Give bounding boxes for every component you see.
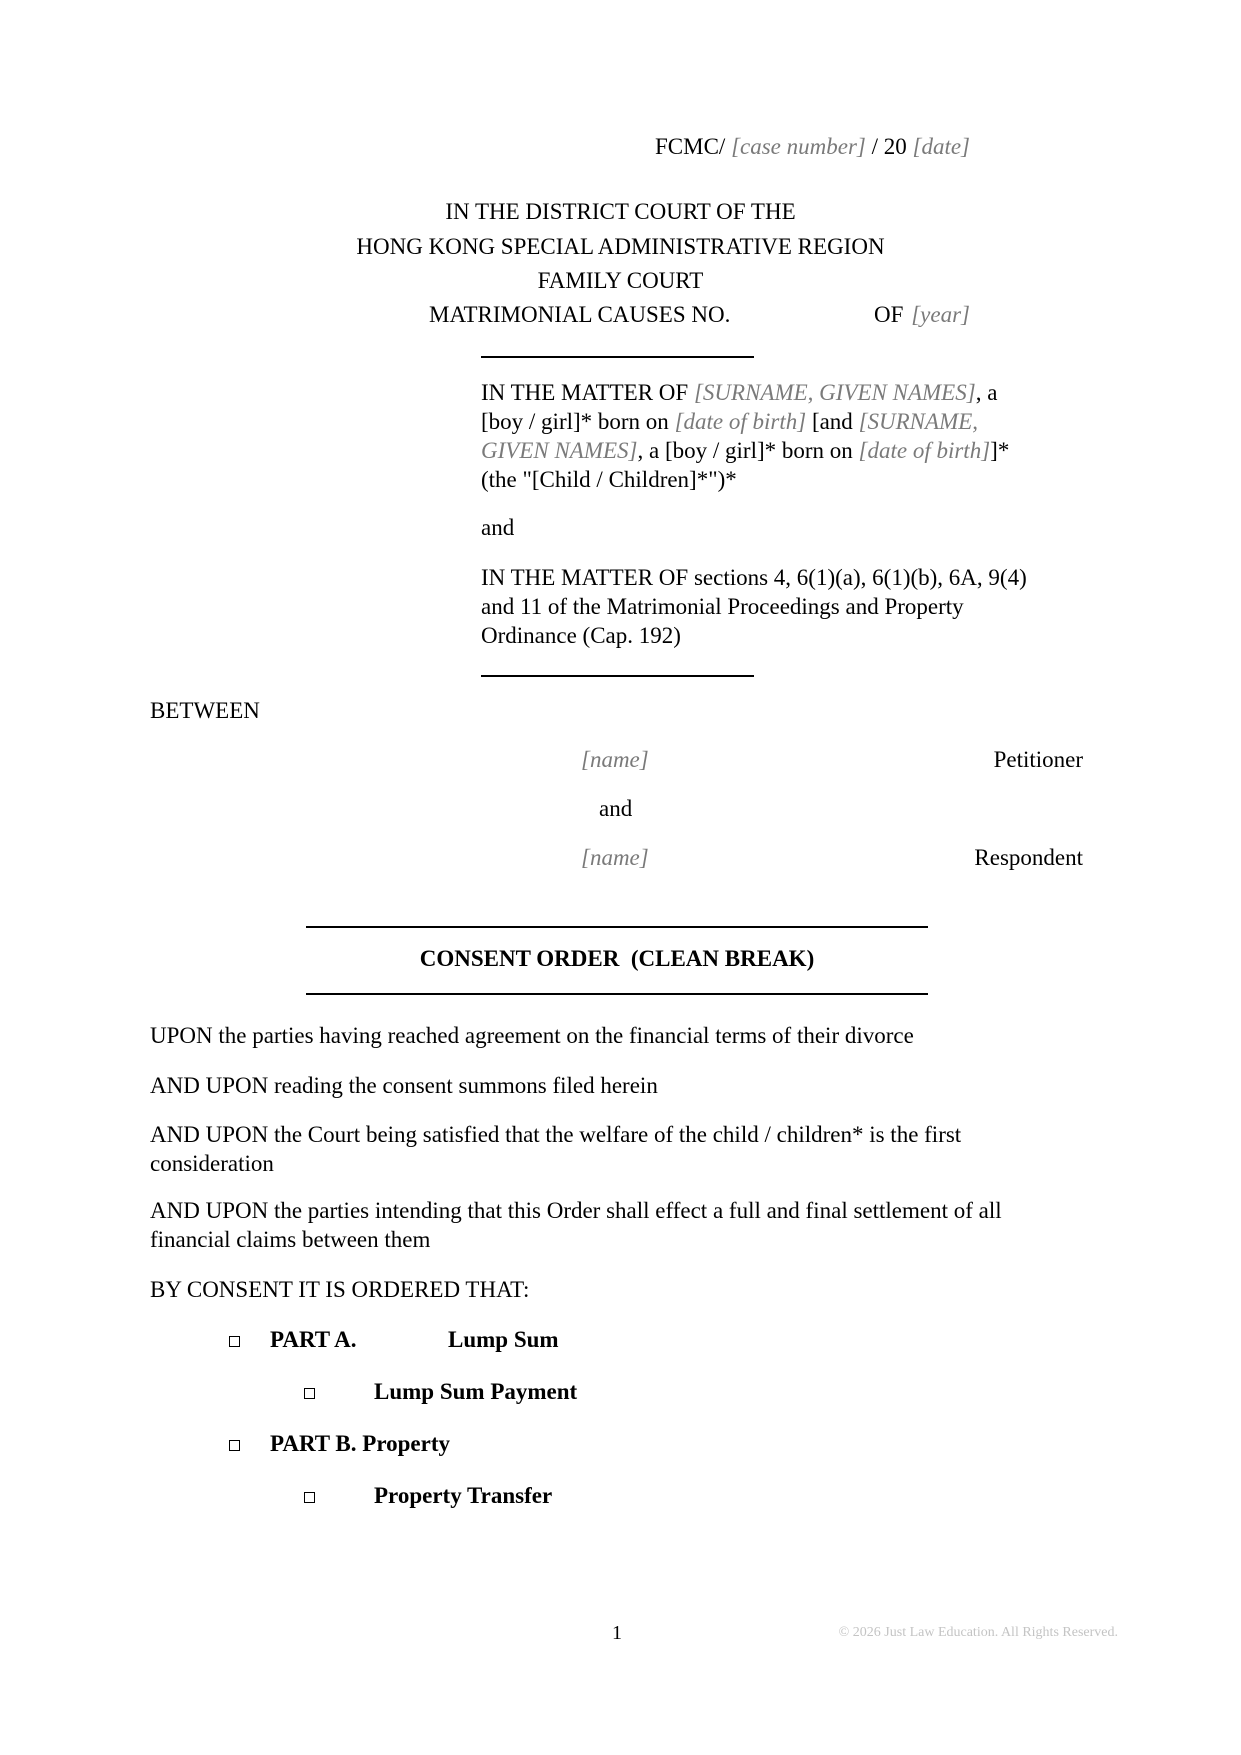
court-heading-line1: IN THE DISTRICT COURT OF THE [445, 199, 796, 224]
case-reference [655, 133, 970, 162]
child-name-placeholder: [SURNAME, GIVEN NAMES] [693, 380, 976, 405]
of-label: OF [874, 302, 904, 327]
respondent-name-placeholder: [name] [581, 845, 649, 870]
respondent-label: Respondent [974, 845, 1083, 870]
and-connector-1: and [481, 515, 515, 540]
ordered-heading: BY CONSENT IT IS ORDERED THAT: [150, 1277, 530, 1302]
court-heading-line3: FAMILY COURT [537, 268, 704, 293]
year-placeholder: [year] [911, 302, 970, 327]
divider-rule-2 [481, 675, 754, 677]
child-name-placeholder-2: [SURNAME, [858, 409, 979, 434]
part-b-checkbox[interactable] [229, 1440, 240, 1451]
matter-children-line3: GIVEN NAMES], a [boy / girl]* born on [date of birth]]* [481, 438, 1010, 463]
lump-sum-payment-checkbox[interactable] [304, 1388, 315, 1399]
part-a-label: PART A. [270, 1327, 357, 1352]
and-connector-2: and [599, 796, 633, 821]
title-rule-bottom [306, 993, 928, 995]
recital-2: AND UPON reading the consent summons filed herein [150, 1073, 658, 1098]
matter-children-line4: (the "[Child / Children]*")* [481, 467, 737, 492]
court-heading-line2: HONG KONG SPECIAL ADMINISTRATIVE REGION [356, 234, 885, 259]
case-ref-mid: / 20 [865, 134, 913, 159]
part-a-checkbox[interactable] [229, 1336, 240, 1347]
between-label: BETWEEN [150, 698, 260, 723]
part-b-label: PART B. Property [270, 1431, 450, 1456]
part-a-title: Lump Sum [448, 1327, 559, 1352]
recital-1: UPON the parties having reached agreement on the financial terms of their divorce [150, 1023, 914, 1048]
case-number-placeholder: [case number] [731, 134, 866, 159]
case-ref-prefix: FCMC/ [654, 134, 732, 159]
matter-children-line1: IN THE MATTER OF [SURNAME, GIVEN NAMES], a [481, 380, 998, 405]
title-rule-top [306, 926, 928, 928]
document-title: CONSENT ORDER (CLEAN BREAK) [419, 946, 815, 971]
petitioner-label: Petitioner [993, 747, 1083, 772]
petitioner-name-placeholder: [name] [581, 747, 649, 772]
divider-rule-1 [481, 356, 754, 358]
recital-3: AND UPON the Court being satisfied that the welfare of the child / children* is the first consideration [150, 1122, 962, 1176]
matter-children-block [481, 378, 1101, 494]
property-transfer-checkbox[interactable] [304, 1492, 315, 1503]
matter-children-line2: [boy / girl]* born on [date of birth] [and [SURNAME, [481, 409, 979, 434]
page-number: 1 [612, 1622, 622, 1644]
matrimonial-causes-label: MATRIMONIAL CAUSES NO. [429, 302, 731, 327]
lump-sum-payment-label: Lump Sum Payment [374, 1379, 578, 1404]
recital-4: AND UPON the parties intending that this Order shall effect a full and final settlement of all financial claims between them [150, 1198, 1002, 1252]
dob-placeholder-2: [date of birth] [858, 438, 991, 463]
dob-placeholder: [date of birth] [674, 409, 807, 434]
matter-ordinance-block: IN THE MATTER OF sections 4, 6(1)(a), 6(1)(b), 6A, 9(4) and 11 of the Matrimonial Proceedings and Property Ordinance (Cap. 192) [481, 565, 1027, 648]
date-placeholder: [date] [912, 134, 970, 159]
copyright-notice: © 2026 Just Law Education. All Rights Reserved. [838, 1625, 1118, 1640]
property-transfer-label: Property Transfer [374, 1483, 553, 1508]
